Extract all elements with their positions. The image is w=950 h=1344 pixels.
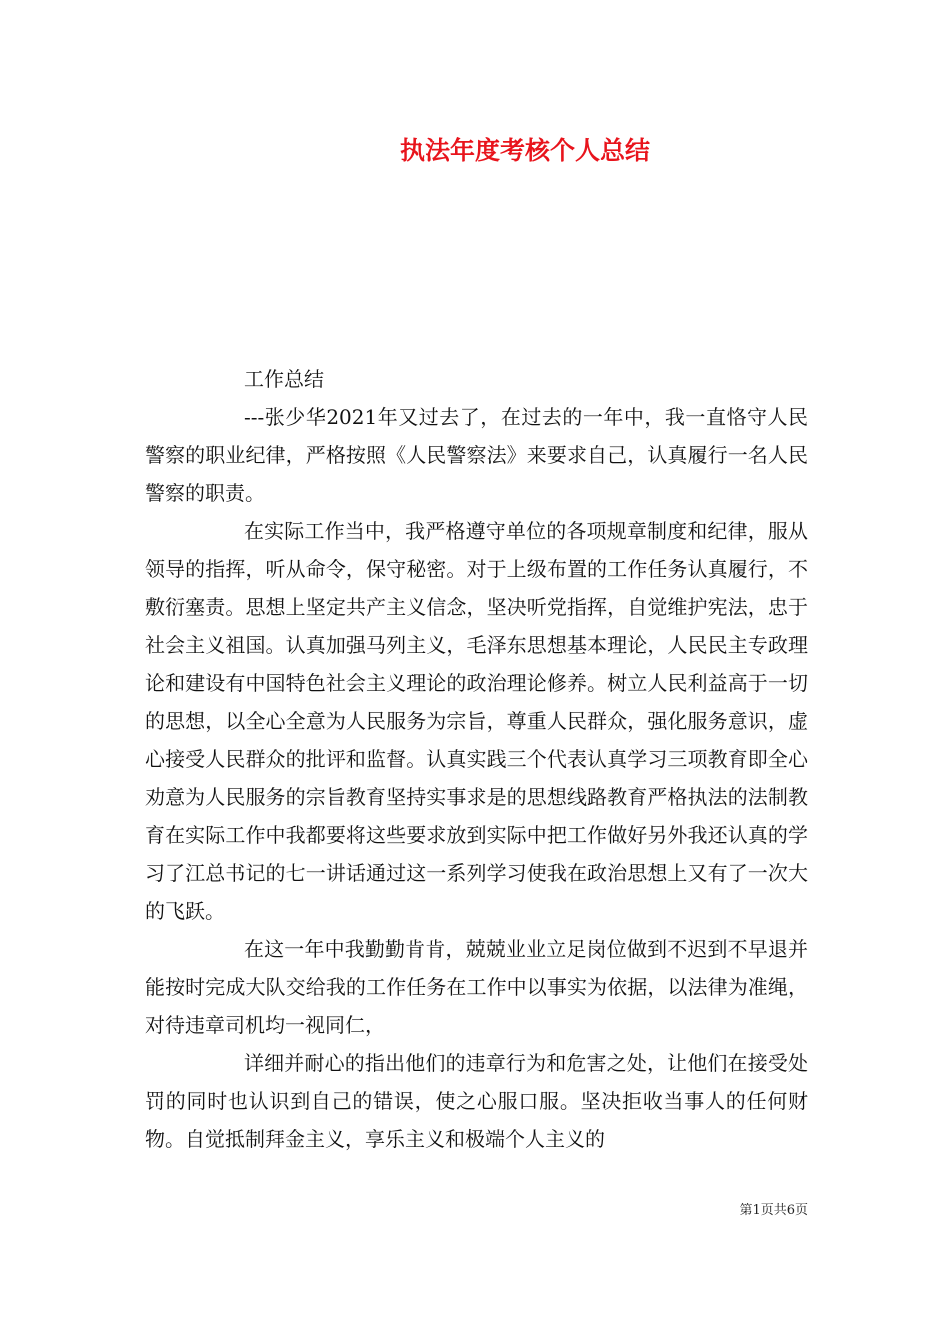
page-number-footer: 第1页共6页 — [739, 1203, 808, 1218]
paragraph-heading: 工作总结 — [244, 367, 324, 391]
paragraph: 在这一年中我勤勤肯肯，兢兢业业立足岗位做到不迟到不早退并能按时完成大队交给我的工作任务在工作中以事实为依据，以法律为准绳，对待违章司机均一视同仁， — [145, 937, 808, 1037]
document-title: 执法年度考核个人总结 — [399, 136, 650, 165]
document-body — [145, 360, 808, 1158]
paragraph: 在实际工作当中，我严格遵守单位的各项规章制度和纪律，服从领导的指挥，听从命令，保守秘密。对于上级布置的工作任务认真履行，不敷衍塞责。思想上坚定共产主义信念，坚决听党指挥，自觉维护宪法，忠于社会主义祖国。认真加强马列主义，毛泽东思想基本理论，人民民主专政理论和建设有中国特色社会主义理论的政治理论修养。树立人民利益高于一切的思想，以全心全意为人民服务为宗旨，尊重人民群众，强化服务意识，虚心接受人民群众的批评和监督。认真实践三个代表认真学习三项教育即全心劝意为人民服务的宗旨教育坚持实事求是的思想线路教育严格执法的法制教育在实际工作中我都要将这些要求放到实际中把工作做好另外我还认真的学习了江总书记的七一讲话通过这一系列学习使我在政治思想上又有了一次大的飞跃。 — [145, 519, 808, 923]
paragraph: 详细并耐心的指出他们的违章行为和危害之处，让他们在接受处罚的同时也认识到自己的错误，使之心服口服。坚决拒收当事人的任何财物。自觉抵制拜金主义，享乐主义和极端个人主义的 — [145, 1051, 808, 1151]
paragraph: ---张少华2021年又过去了，在过去的一年中，我一直恪守人民警察的职业纪律，严格按照《人民警察法》来要求自己，认真履行一名人民警察的职责。 — [145, 405, 808, 505]
